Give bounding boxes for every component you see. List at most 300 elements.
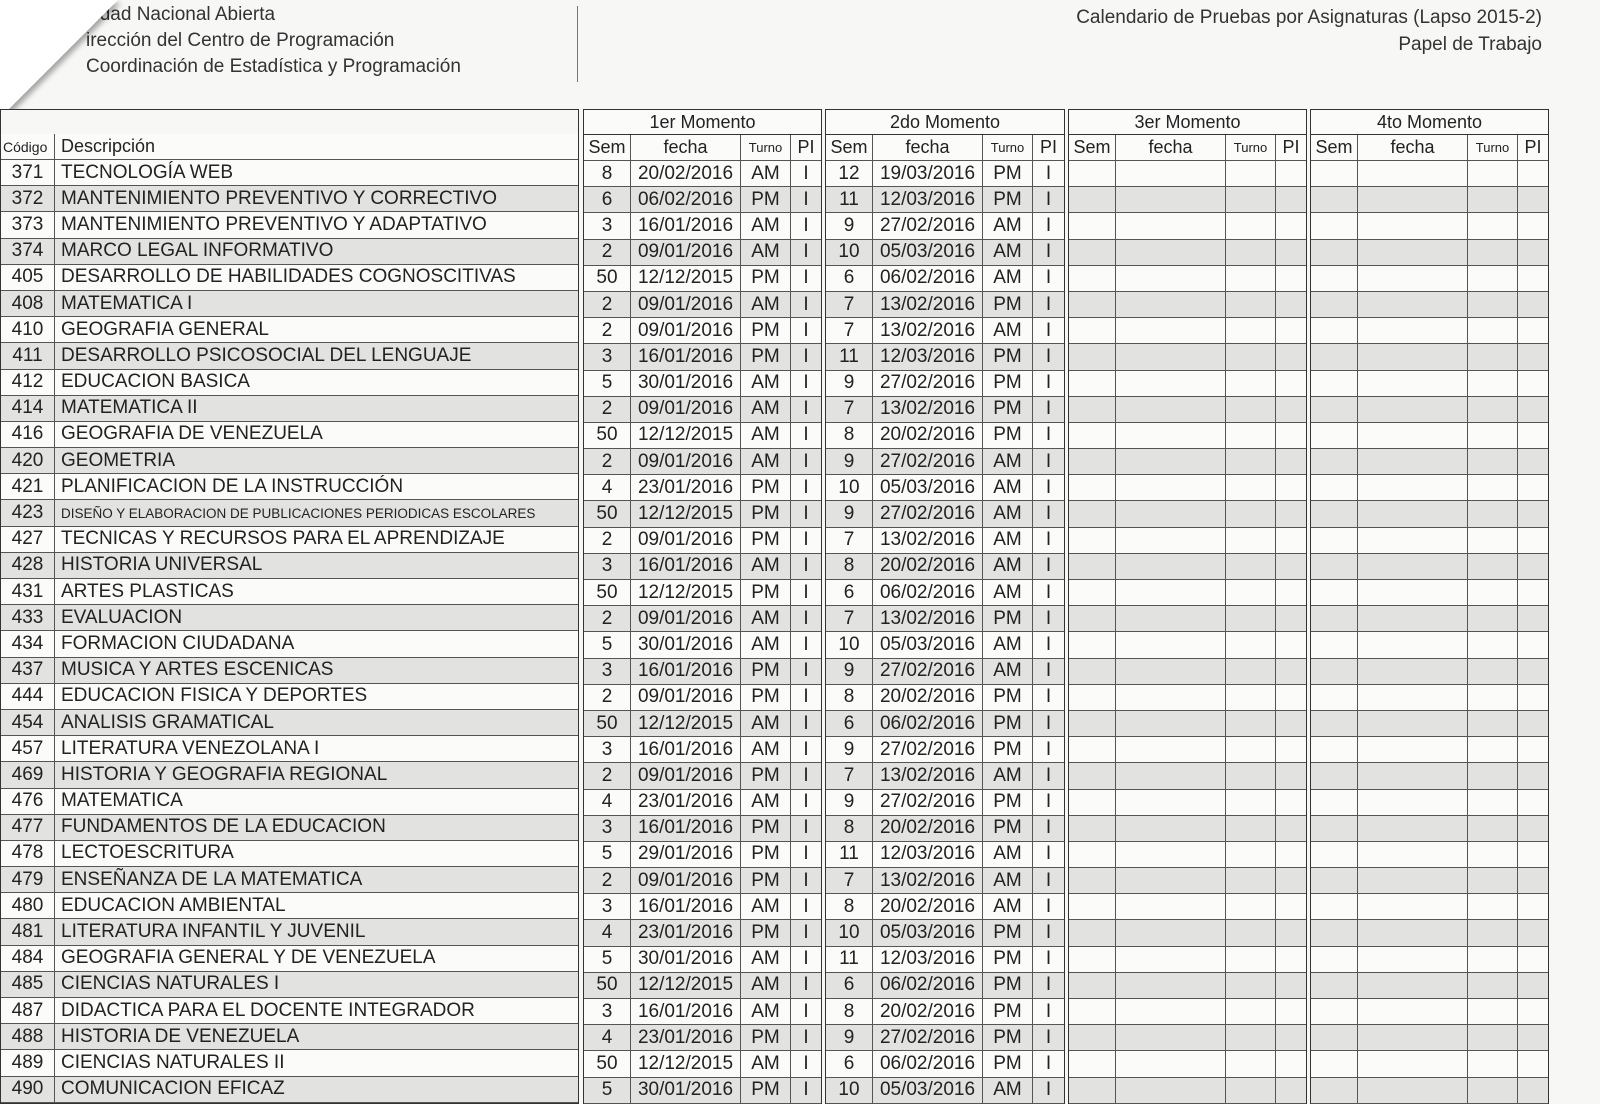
table-row	[826, 659, 1064, 685]
turno-cell: AM	[983, 528, 1033, 553]
table-row	[1069, 711, 1306, 737]
pi-cell	[1518, 842, 1548, 867]
table-row	[826, 947, 1064, 973]
descripcion-cell: ARTES PLASTICAS	[61, 580, 234, 602]
pi-cell	[1518, 1051, 1548, 1076]
descripcion-cell: LITERATURA INFANTIL Y JUVENIL	[61, 921, 366, 943]
sem-cell: 5	[584, 1078, 631, 1103]
turno-cell: AM	[983, 1078, 1033, 1103]
moment-2-table	[825, 109, 1065, 1104]
table-row	[1311, 894, 1548, 920]
descripcion-cell: LITERATURA VENEZOLANA I	[61, 737, 320, 759]
sem-cell	[1311, 973, 1358, 998]
turno-cell	[1468, 842, 1518, 867]
fecha-cell: 27/02/2016	[873, 790, 983, 815]
sem-cell	[1069, 580, 1116, 605]
table-row	[1069, 632, 1306, 658]
codigo-cell: 411	[1, 343, 55, 368]
codigo-cell: 410	[1, 317, 55, 342]
fecha-cell: 12/12/2015	[631, 501, 741, 526]
table-row	[826, 894, 1064, 920]
fecha-cell: 20/02/2016	[873, 685, 983, 710]
turno-cell: AM	[741, 449, 791, 474]
table-row	[1069, 999, 1306, 1025]
turno-cell	[1226, 606, 1276, 631]
fecha-cell: 12/12/2015	[631, 1051, 741, 1076]
pi-cell	[1276, 947, 1306, 972]
pi-cell: I	[803, 1052, 809, 1074]
table-row	[1, 710, 578, 736]
fecha-cell: 16/01/2016	[631, 894, 741, 919]
fecha-cell	[1116, 397, 1226, 422]
sem-cell: 9	[826, 501, 873, 526]
table-row	[1, 265, 578, 291]
codigo-cell: 479	[1, 867, 55, 892]
pi-cell	[1276, 685, 1306, 710]
turno-cell	[1226, 999, 1276, 1024]
table-row	[584, 1025, 821, 1051]
sem-cell: 11	[826, 344, 873, 369]
table-row	[1311, 685, 1548, 711]
sem-cell	[1311, 790, 1358, 815]
turno-cell: AM	[983, 554, 1033, 579]
sem-cell: 7	[826, 606, 873, 631]
fecha-cell: 20/02/2016	[873, 816, 983, 841]
table-row	[584, 1051, 821, 1077]
table-row	[826, 763, 1064, 789]
fecha-cell: 05/03/2016	[873, 920, 983, 945]
table-row	[1, 239, 578, 265]
table-row	[1, 212, 578, 238]
sem-cell	[1311, 711, 1358, 736]
sem-cell	[1311, 371, 1358, 396]
sem-cell: 5	[584, 842, 631, 867]
fecha-cell: 16/01/2016	[631, 737, 741, 762]
descripcion-cell: DESARROLLO DE HABILIDADES COGNOSCITIVAS	[61, 266, 516, 288]
turno-cell: PM	[983, 737, 1033, 762]
turno-cell: AM	[741, 1051, 791, 1076]
turno-cell	[1468, 318, 1518, 343]
fecha-cell	[1358, 816, 1468, 841]
sem-cell	[1311, 213, 1358, 238]
pi-cell	[1276, 554, 1306, 579]
sem-cell: 10	[826, 475, 873, 500]
fecha-cell: 30/01/2016	[631, 1078, 741, 1103]
pi-cell: I	[1045, 607, 1052, 629]
fecha-cell	[1358, 606, 1468, 631]
table-row	[1311, 292, 1548, 318]
pi-cell	[1276, 737, 1306, 762]
sem-cell	[1069, 999, 1116, 1024]
pi-cell	[1276, 475, 1306, 500]
fecha-cell	[1358, 790, 1468, 815]
sem-cell	[1069, 240, 1116, 265]
pi-cell	[1518, 240, 1548, 265]
fecha-cell: 23/01/2016	[631, 1025, 741, 1050]
fecha-cell	[1116, 790, 1226, 815]
pi-cell	[1518, 947, 1548, 972]
turno-cell	[1468, 213, 1518, 238]
table-row	[584, 999, 821, 1025]
fecha-cell	[1358, 240, 1468, 265]
table-row	[826, 449, 1064, 475]
pi-cell	[1518, 554, 1548, 579]
pi-cell: I	[803, 555, 809, 577]
codigo-cell: 480	[1, 893, 55, 918]
table-row	[584, 790, 821, 816]
pi-cell: I	[803, 424, 809, 446]
pi-cell: I	[1045, 791, 1052, 813]
codigo-cell: 437	[1, 658, 55, 683]
fecha-cell	[1116, 632, 1226, 657]
pi-cell	[1276, 161, 1306, 186]
descripcion-cell: LECTOESCRITURA	[61, 842, 234, 864]
table-row	[584, 606, 821, 632]
codigo-cell: 488	[1, 1024, 55, 1049]
pi-cell: I	[1045, 843, 1052, 865]
sem-cell	[1311, 240, 1358, 265]
table-row	[1, 736, 578, 762]
turno-cell	[1468, 632, 1518, 657]
pi-cell: I	[1045, 555, 1052, 577]
pi-cell: I	[803, 372, 809, 394]
col-header-fecha: fecha	[873, 135, 983, 160]
table-row	[1311, 606, 1548, 632]
sem-cell: 3	[584, 999, 631, 1024]
fecha-cell	[1116, 606, 1226, 631]
descripcion-cell: EDUCACION AMBIENTAL	[61, 894, 286, 916]
turno-cell	[1226, 737, 1276, 762]
pi-cell: I	[1045, 895, 1052, 917]
turno-cell	[1226, 423, 1276, 448]
table-row	[826, 213, 1064, 239]
table-row	[1311, 371, 1548, 397]
fecha-cell: 09/01/2016	[631, 397, 741, 422]
sem-cell	[1069, 737, 1116, 762]
codigo-cell: 421	[1, 474, 55, 499]
sem-cell: 5	[584, 632, 631, 657]
fecha-cell: 23/01/2016	[631, 475, 741, 500]
table-row	[1069, 554, 1306, 580]
table-row	[826, 528, 1064, 554]
pi-cell	[1276, 842, 1306, 867]
turno-cell	[1226, 947, 1276, 972]
fecha-cell	[1358, 371, 1468, 396]
table-row	[584, 868, 821, 894]
pi-cell: I	[803, 267, 809, 289]
pi-cell	[1276, 1025, 1306, 1050]
turno-cell: PM	[741, 1025, 791, 1050]
table-row	[584, 816, 821, 842]
descripcion-cell: MATEMATICA	[61, 790, 183, 812]
turno-cell: AM	[983, 763, 1033, 788]
sem-cell	[1311, 632, 1358, 657]
fecha-cell	[1116, 947, 1226, 972]
fecha-cell: 09/01/2016	[631, 868, 741, 893]
sem-cell	[1311, 816, 1358, 841]
pi-cell: I	[1045, 1052, 1052, 1074]
pi-cell: I	[803, 345, 809, 367]
sem-cell: 6	[826, 266, 873, 291]
table-row	[584, 554, 821, 580]
fecha-cell: 30/01/2016	[631, 371, 741, 396]
sem-cell	[1069, 606, 1116, 631]
pi-cell	[1276, 868, 1306, 893]
sem-cell: 9	[826, 213, 873, 238]
fecha-cell: 12/12/2015	[631, 266, 741, 291]
sem-cell: 4	[584, 1025, 631, 1050]
turno-cell	[1226, 1025, 1276, 1050]
sem-cell	[1311, 1025, 1358, 1050]
sem-cell	[1069, 397, 1116, 422]
descripcion-cell: DISEÑO Y ELABORACION DE PUBLICACIONES PERIODICAS ESCOLARES	[61, 505, 536, 521]
table-row	[1, 946, 578, 972]
fecha-cell: 12/03/2016	[873, 187, 983, 212]
fecha-cell: 23/01/2016	[631, 920, 741, 945]
fecha-cell: 13/02/2016	[873, 318, 983, 343]
fecha-cell	[1116, 659, 1226, 684]
turno-cell: AM	[983, 842, 1033, 867]
sem-cell: 8	[826, 423, 873, 448]
sem-cell: 2	[584, 606, 631, 631]
pi-cell: I	[803, 607, 809, 629]
folded-corner	[0, 0, 118, 118]
sem-cell	[1311, 685, 1358, 710]
col-header-codigo: Código	[1, 134, 55, 159]
table-row	[584, 973, 821, 999]
fecha-cell	[1116, 161, 1226, 186]
turno-cell	[1226, 528, 1276, 553]
pi-cell: I	[1045, 1026, 1052, 1048]
turno-cell: AM	[983, 632, 1033, 657]
fecha-cell: 09/01/2016	[631, 685, 741, 710]
fecha-cell: 06/02/2016	[873, 711, 983, 736]
turno-cell	[1226, 292, 1276, 317]
pi-cell	[1518, 213, 1548, 238]
sem-cell: 8	[826, 999, 873, 1024]
fecha-cell	[1358, 213, 1468, 238]
fecha-cell	[1116, 920, 1226, 945]
table-row	[1311, 711, 1548, 737]
sem-cell	[1069, 632, 1116, 657]
fecha-cell	[1116, 554, 1226, 579]
turno-cell: AM	[983, 868, 1033, 893]
pi-cell	[1518, 397, 1548, 422]
col-header-turno: Turno	[1468, 135, 1518, 160]
fecha-cell: 27/02/2016	[873, 737, 983, 762]
sem-cell	[1069, 187, 1116, 212]
table-row	[584, 240, 821, 266]
sem-cell: 50	[584, 580, 631, 605]
pi-cell: I	[1045, 293, 1052, 315]
table-row	[1311, 763, 1548, 789]
fecha-cell	[1116, 449, 1226, 474]
fecha-cell	[1358, 659, 1468, 684]
turno-cell: AM	[741, 973, 791, 998]
pi-cell: I	[1045, 398, 1052, 420]
table-row	[584, 685, 821, 711]
turno-cell: PM	[983, 947, 1033, 972]
turno-cell: AM	[983, 266, 1033, 291]
moment-2-title: 2do Momento	[826, 110, 1064, 135]
pi-cell: I	[803, 450, 809, 472]
table-row	[826, 580, 1064, 606]
pi-cell	[1518, 737, 1548, 762]
table-row	[1, 684, 578, 710]
fecha-cell: 05/03/2016	[873, 475, 983, 500]
table-row	[1311, 920, 1548, 946]
pi-cell: I	[803, 1026, 809, 1048]
moment-1-rows	[584, 161, 821, 1104]
table-row	[1, 815, 578, 841]
table-row	[1, 370, 578, 396]
turno-cell	[1468, 501, 1518, 526]
table-row	[1069, 266, 1306, 292]
sem-cell: 2	[584, 397, 631, 422]
fecha-cell: 30/01/2016	[631, 632, 741, 657]
table-row	[1311, 475, 1548, 501]
pi-cell: I	[803, 974, 809, 996]
fecha-cell: 23/01/2016	[631, 790, 741, 815]
turno-cell: PM	[983, 999, 1033, 1024]
table-row	[826, 816, 1064, 842]
fecha-cell	[1116, 528, 1226, 553]
turno-cell	[1468, 371, 1518, 396]
table-row	[826, 606, 1064, 632]
table-row	[1069, 1078, 1306, 1104]
sem-cell	[1311, 1051, 1358, 1076]
sem-cell: 7	[826, 397, 873, 422]
turno-cell: PM	[741, 187, 791, 212]
moment-4-title: 4to Momento	[1311, 110, 1548, 135]
fecha-cell: 09/01/2016	[631, 763, 741, 788]
codigo-cell: 487	[1, 998, 55, 1023]
sem-cell: 9	[826, 737, 873, 762]
sem-cell: 4	[584, 790, 631, 815]
pi-cell	[1518, 920, 1548, 945]
turno-cell: PM	[741, 685, 791, 710]
turno-cell	[1468, 868, 1518, 893]
fecha-cell	[1358, 344, 1468, 369]
fecha-cell: 16/01/2016	[631, 213, 741, 238]
turno-cell: PM	[741, 763, 791, 788]
pi-cell	[1518, 528, 1548, 553]
table-row	[826, 1025, 1064, 1051]
turno-cell	[1468, 449, 1518, 474]
pi-cell	[1518, 501, 1548, 526]
sem-cell	[1069, 1078, 1116, 1103]
fecha-cell	[1358, 999, 1468, 1024]
sem-cell	[1311, 580, 1358, 605]
pi-cell: I	[1045, 660, 1052, 682]
table-row	[826, 423, 1064, 449]
pi-cell	[1276, 816, 1306, 841]
pi-cell	[1276, 659, 1306, 684]
descripcion-cell: ENSEÑANZA DE LA MATEMATICA	[61, 868, 363, 890]
table-row	[1311, 528, 1548, 554]
sem-cell	[1069, 318, 1116, 343]
table-row	[1311, 816, 1548, 842]
sem-cell	[1069, 711, 1116, 736]
pi-cell: I	[803, 188, 809, 210]
table-row	[1311, 973, 1548, 999]
pi-cell	[1518, 371, 1548, 396]
table-row	[1069, 1051, 1306, 1077]
descripcion-cell: CIENCIAS NATURALES I	[61, 973, 280, 995]
table-row	[1, 998, 578, 1024]
sem-cell	[1069, 475, 1116, 500]
fecha-cell	[1116, 685, 1226, 710]
sem-cell: 7	[826, 763, 873, 788]
fecha-cell	[1116, 1025, 1226, 1050]
table-row	[1069, 344, 1306, 370]
fecha-cell: 19/03/2016	[873, 161, 983, 186]
descripcion-cell: GEOGRAFIA GENERAL Y DE VENEZUELA	[61, 947, 436, 969]
pi-cell: I	[1045, 686, 1052, 708]
sem-cell: 3	[584, 213, 631, 238]
pi-cell: I	[803, 476, 809, 498]
fecha-cell	[1116, 240, 1226, 265]
descripcion-cell: CIENCIAS NATURALES II	[61, 1051, 285, 1073]
sem-cell: 12	[826, 161, 873, 186]
fecha-cell: 06/02/2016	[631, 187, 741, 212]
codigo-cell: 484	[1, 946, 55, 971]
pi-cell: I	[803, 581, 809, 603]
sem-cell	[1069, 528, 1116, 553]
codigo-cell: 444	[1, 684, 55, 709]
descripcion-cell: DIDACTICA PARA EL DOCENTE INTEGRADOR	[61, 999, 475, 1021]
table-row	[1069, 501, 1306, 527]
codigo-cell: 423	[1, 500, 55, 525]
turno-cell	[1226, 318, 1276, 343]
pi-cell: I	[1045, 476, 1052, 498]
pi-cell	[1276, 397, 1306, 422]
sem-cell: 10	[826, 1078, 873, 1103]
pi-cell: I	[1045, 214, 1052, 236]
fecha-cell	[1116, 213, 1226, 238]
sem-cell	[1311, 449, 1358, 474]
pi-cell	[1518, 1025, 1548, 1050]
sem-cell: 11	[826, 187, 873, 212]
table-row	[1, 343, 578, 369]
pi-cell	[1518, 1078, 1548, 1103]
turno-cell: PM	[983, 973, 1033, 998]
table-row	[1311, 449, 1548, 475]
pi-cell: I	[1045, 581, 1052, 603]
codigo-cell: 373	[1, 212, 55, 237]
sem-cell	[1311, 999, 1358, 1024]
table-row	[1069, 528, 1306, 554]
sem-cell: 3	[584, 894, 631, 919]
codigo-cell: 408	[1, 291, 55, 316]
turno-cell: AM	[983, 894, 1033, 919]
fecha-cell	[1116, 580, 1226, 605]
fecha-cell	[1116, 737, 1226, 762]
moment-2-header-row	[826, 135, 1064, 161]
descripcion-cell: MATEMATICA I	[61, 292, 193, 314]
pi-cell: I	[1045, 503, 1052, 525]
table-row	[584, 266, 821, 292]
descripcion-cell: HISTORIA UNIVERSAL	[61, 554, 263, 576]
table-row	[1311, 868, 1548, 894]
fecha-cell: 16/01/2016	[631, 999, 741, 1024]
table-row	[1311, 397, 1548, 423]
fecha-cell: 27/02/2016	[873, 659, 983, 684]
turno-cell	[1226, 371, 1276, 396]
descripcion-cell: MATEMATICA II	[61, 397, 198, 419]
col-header-fecha: fecha	[631, 135, 741, 160]
table-row	[584, 842, 821, 868]
